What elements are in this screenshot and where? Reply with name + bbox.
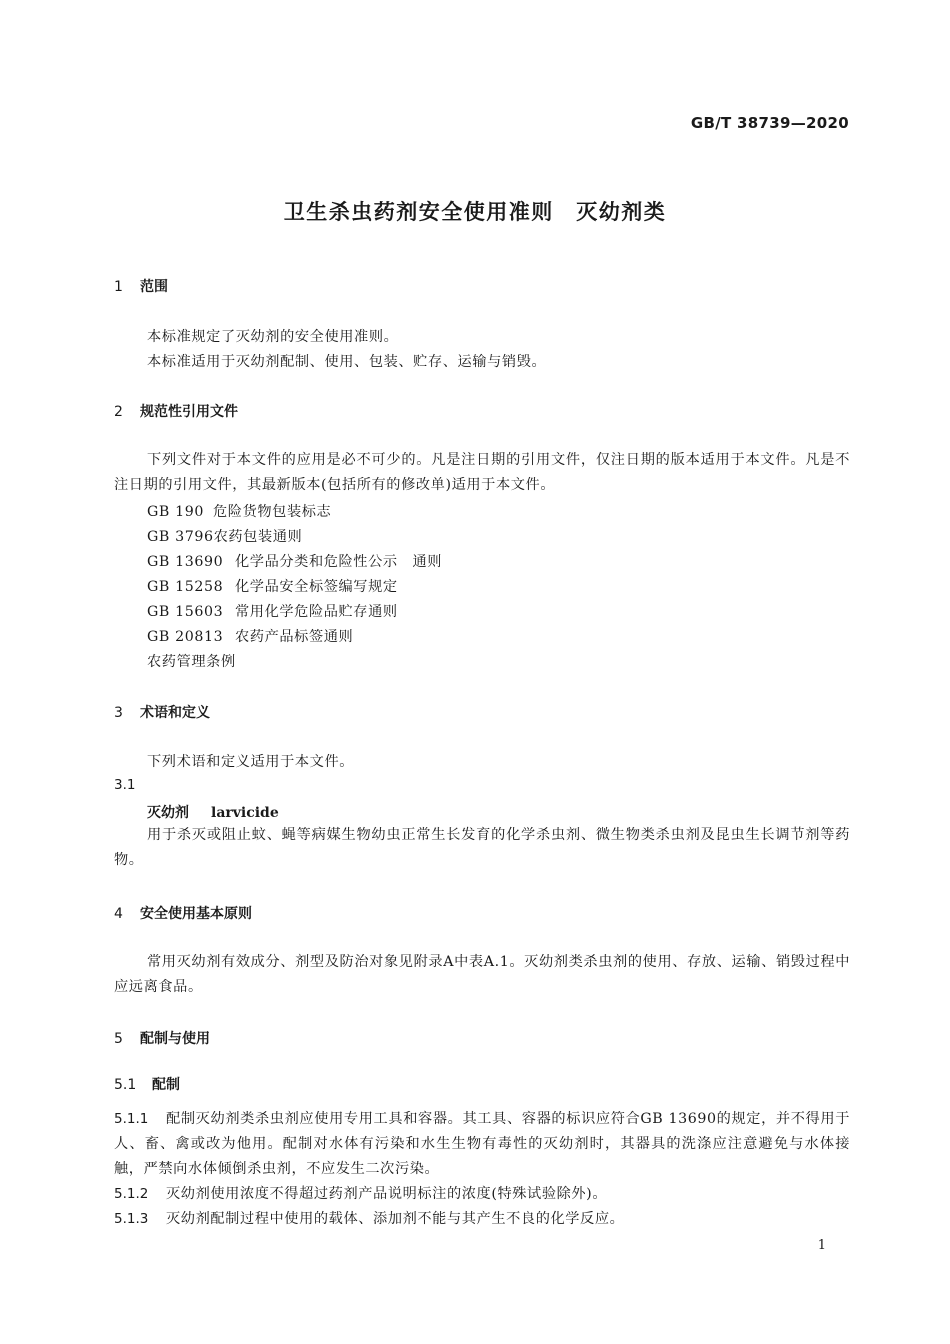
section-number: 4 xyxy=(114,906,123,922)
paragraph: 本标准适用于灭幼剂配制、使用、包装、贮存、运输与销毁。 xyxy=(147,354,547,370)
reference-name: 危险货物包装标志 xyxy=(213,504,332,520)
section-number: 1 xyxy=(114,279,123,295)
reference-code: GB 190 xyxy=(147,504,204,520)
subsection-title: 配制 xyxy=(152,1077,180,1093)
section-heading-basic-principles xyxy=(114,903,252,923)
reference-item xyxy=(147,526,302,546)
section-number: 3 xyxy=(114,705,123,721)
reference-item xyxy=(147,501,331,521)
reference-code: GB 20813 xyxy=(147,629,224,645)
clause-text: 灭幼剂配制过程中使用的载体、添加剂不能与其产生不良的化学反应。 xyxy=(166,1211,625,1227)
clause xyxy=(114,1207,850,1232)
reference-code: GB 3796 xyxy=(147,529,214,545)
reference-item xyxy=(147,626,353,646)
section-heading-terms-definitions xyxy=(114,702,210,722)
reference-item xyxy=(147,576,398,596)
section-title: 规范性引用文件 xyxy=(140,404,238,420)
clause xyxy=(114,1182,850,1207)
reference-item xyxy=(147,601,398,621)
clause-text: 配制灭幼剂类杀虫剂应使用专用工具和容器。其工具、容器的标识应符合GB 13690的规定，并不得用于人、畜、禽或改为他用。配制对水体有污染和水生生物有毒性的灭幼剂时，其器具的洗涤应注意避免与水体接触，严禁向水体倾倒杀虫剂，不应发生二次污染。 xyxy=(114,1111,850,1177)
paragraph: 下列术语和定义适用于本文件。 xyxy=(147,754,355,770)
section-title: 范围 xyxy=(140,279,168,295)
reference-name: 化学品安全标签编写规定 xyxy=(235,579,398,595)
reference-name: 常用化学危险品贮存通则 xyxy=(235,604,398,620)
clause-number: 5.1.1 xyxy=(114,1111,149,1127)
term-definition: 用于杀灭或阻止蚊、蝇等病媒生物幼虫正常生长发育的化学杀虫剂、微生物类杀虫剂及昆虫生长调节剂等药物。 xyxy=(114,827,850,868)
subsection-number: 5.1 xyxy=(114,1077,137,1093)
document-title: 卫生杀虫药剂安全使用准则 灭幼剂类 xyxy=(283,200,667,224)
section-heading-scope xyxy=(114,276,168,296)
reference-item: 农药管理条例 xyxy=(147,654,236,670)
section-title: 安全使用基本原则 xyxy=(140,906,252,922)
reference-item xyxy=(147,551,442,571)
clause-text: 灭幼剂使用浓度不得超过药剂产品说明标注的浓度(特殊试验除外)。 xyxy=(166,1186,608,1202)
section-heading-normative-references xyxy=(114,401,238,421)
paragraph: 本标准规定了灭幼剂的安全使用准则。 xyxy=(147,329,399,345)
reference-name: 农药包装通则 xyxy=(213,529,303,545)
reference-name: 化学品分类和危险性公示 通则 xyxy=(235,554,443,570)
paragraph: 下列文件对于本文件的应用是必不可少的。凡是注日期的引用文件，仅注日期的版本适用于本文件。凡是不注日期的引用文件，其最新版本(包括所有的修改单)适用于本文件。 xyxy=(114,452,850,493)
subsection-heading-preparation xyxy=(114,1074,180,1094)
reference-code: GB 13690 xyxy=(147,554,224,570)
section-number: 2 xyxy=(114,404,123,420)
reference-name: 农药产品标签通则 xyxy=(235,629,354,645)
term-chinese: 灭幼剂 xyxy=(147,805,189,821)
section-title: 配制与使用 xyxy=(140,1031,210,1047)
reference-code: GB 15603 xyxy=(147,604,224,620)
standard-number: GB/T 38739—2020 xyxy=(690,114,849,132)
term-number: 3.1 xyxy=(114,777,136,793)
paragraph: 常用灭幼剂有效成分、剂型及防治对象见附录A中表A.1。灭幼剂类杀虫剂的使用、存放、运输、销毁过程中应远离食品。 xyxy=(114,954,850,995)
page-number: 1 xyxy=(817,1238,826,1253)
reference-code: GB 15258 xyxy=(147,579,224,595)
section-heading-preparation-use xyxy=(114,1028,210,1048)
term-entry xyxy=(147,802,279,822)
clause-number: 5.1.2 xyxy=(114,1186,149,1202)
clause-number: 5.1.3 xyxy=(114,1211,149,1227)
section-number: 5 xyxy=(114,1031,123,1047)
term-english: larvicide xyxy=(211,805,279,821)
clause xyxy=(114,1107,850,1182)
section-title: 术语和定义 xyxy=(140,705,210,721)
